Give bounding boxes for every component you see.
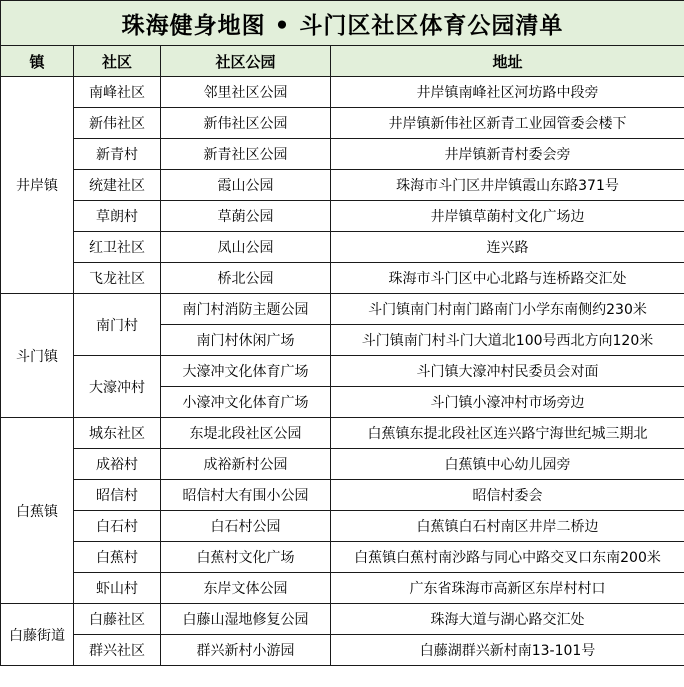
park-cell: 白蕉村文化广场 — [161, 542, 331, 573]
address-cell: 白蕉镇东提北段社区连兴路宁海世纪城三期北 — [331, 418, 684, 449]
community-cell: 飞龙社区 — [74, 263, 161, 294]
park-cell: 南门村休闲广场 — [161, 325, 331, 356]
town-cell: 白藤街道 — [1, 604, 74, 666]
address-cell: 斗门镇小濠冲村市场旁边 — [331, 387, 684, 418]
park-cell: 东岸文体公园 — [161, 573, 331, 604]
community-cell: 城东社区 — [74, 418, 161, 449]
community-cell: 白石村 — [74, 511, 161, 542]
table-row — [1, 356, 684, 387]
table-row — [1, 232, 684, 263]
community-cell: 成裕村 — [74, 449, 161, 480]
park-cell: 凤山公园 — [161, 232, 331, 263]
park-cell: 成裕新村公园 — [161, 449, 331, 480]
table-row — [1, 170, 684, 201]
address-cell: 白蕉镇中心幼儿园旁 — [331, 449, 684, 480]
table-row — [1, 294, 684, 325]
community-cell: 昭信村 — [74, 480, 161, 511]
table-row — [1, 263, 684, 294]
address-cell: 斗门镇南门村斗门大道北100号西北方向120米 — [331, 325, 684, 356]
park-cell: 东堤北段社区公园 — [161, 418, 331, 449]
header-park: 社区公园 — [161, 46, 331, 77]
address-cell: 昭信村委会 — [331, 480, 684, 511]
town-cell: 白蕉镇 — [1, 418, 74, 604]
address-cell: 井岸镇新青村委会旁 — [331, 139, 684, 170]
header-address: 地址 — [331, 46, 684, 77]
address-cell: 连兴路 — [331, 232, 684, 263]
park-cell: 草蓢公园 — [161, 201, 331, 232]
community-cell: 白蕉村 — [74, 542, 161, 573]
park-cell: 邻里社区公园 — [161, 77, 331, 108]
header-row — [1, 46, 684, 77]
community-cell: 南门村 — [74, 294, 161, 356]
community-cell: 统建社区 — [74, 170, 161, 201]
table-row — [1, 139, 684, 170]
park-cell: 白藤山湿地修复公园 — [161, 604, 331, 635]
address-cell: 白蕉镇白蕉村南沙路与同心中路交叉口东南200米 — [331, 542, 684, 573]
header-community: 社区 — [74, 46, 161, 77]
table-row — [1, 604, 684, 635]
park-cell: 群兴新村小游园 — [161, 635, 331, 666]
community-cell: 新伟社区 — [74, 108, 161, 139]
title-row — [1, 1, 684, 46]
park-cell: 新青社区公园 — [161, 139, 331, 170]
table-title: 珠海健身地图 • 斗门区社区体育公园清单 — [1, 1, 684, 46]
table-row — [1, 542, 684, 573]
table-row — [1, 511, 684, 542]
table-row — [1, 480, 684, 511]
park-cell: 新伟社区公园 — [161, 108, 331, 139]
town-cell: 井岸镇 — [1, 77, 74, 294]
park-cell: 昭信村大有围小公园 — [161, 480, 331, 511]
address-cell: 珠海市斗门区井岸镇霞山东路371号 — [331, 170, 684, 201]
park-cell: 大濠冲文化体育广场 — [161, 356, 331, 387]
community-cell: 新青村 — [74, 139, 161, 170]
community-cell: 红卫社区 — [74, 232, 161, 263]
address-cell: 白蕉镇白石村南区井岸二桥边 — [331, 511, 684, 542]
community-cell: 虾山村 — [74, 573, 161, 604]
address-cell: 珠海市斗门区中心北路与连桥路交汇处 — [331, 263, 684, 294]
address-cell: 广东省珠海市高新区东岸村村口 — [331, 573, 684, 604]
address-cell: 井岸镇草蓢村文化广场边 — [331, 201, 684, 232]
address-cell: 斗门镇南门村南门路南门小学东南侧约230米 — [331, 294, 684, 325]
address-cell: 白藤湖群兴新村南13-101号 — [331, 635, 684, 666]
table-row — [1, 418, 684, 449]
community-cell: 南峰社区 — [74, 77, 161, 108]
community-cell: 群兴社区 — [74, 635, 161, 666]
community-cell: 白藤社区 — [74, 604, 161, 635]
address-cell: 井岸镇南峰社区河坊路中段旁 — [331, 77, 684, 108]
table-row — [1, 201, 684, 232]
community-cell: 大濠冲村 — [74, 356, 161, 418]
table-row — [1, 573, 684, 604]
table-row — [1, 108, 684, 139]
park-cell: 桥北公园 — [161, 263, 331, 294]
park-cell: 白石村公园 — [161, 511, 331, 542]
header-town: 镇 — [1, 46, 74, 77]
table-row — [1, 77, 684, 108]
park-cell: 小濠冲文化体育广场 — [161, 387, 331, 418]
table-row — [1, 635, 684, 666]
address-cell: 珠海大道与湖心路交汇处 — [331, 604, 684, 635]
address-cell: 井岸镇新伟社区新青工业园管委会楼下 — [331, 108, 684, 139]
park-cell: 南门村消防主题公园 — [161, 294, 331, 325]
park-cell: 霞山公园 — [161, 170, 331, 201]
community-cell: 草朗村 — [74, 201, 161, 232]
table-row — [1, 449, 684, 480]
address-cell: 斗门镇大濠冲村民委员会对面 — [331, 356, 684, 387]
town-cell: 斗门镇 — [1, 294, 74, 418]
